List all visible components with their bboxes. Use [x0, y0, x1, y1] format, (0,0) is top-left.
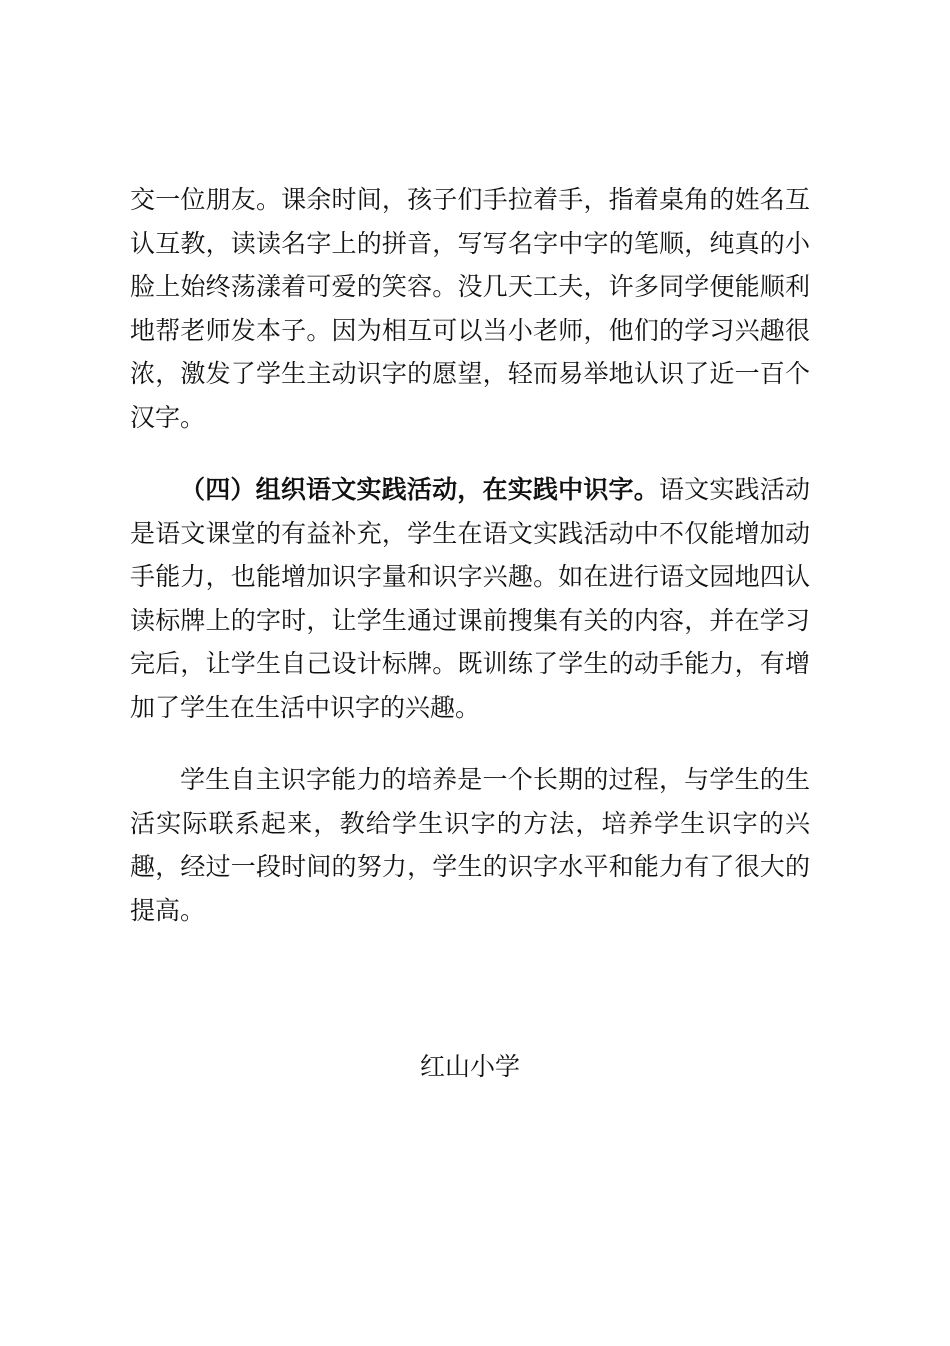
- paragraph-continuation: [130, 178, 810, 439]
- paragraph-text: 交一位朋友。课余时间，孩子们手拉着手，指着桌角的姓名互认互教，读读名字上的拼音，写写名字中字的笔顺，纯真的小脸上始终荡漾着可爱的笑容。没几天工夫，许多同学便能顺利地帮老师发本子。因为相互可以当小老师，他们的学习兴趣很浓，激发了学生主动识字的愿望，轻而易举地认识了近一百个汉字。: [130, 185, 810, 432]
- paragraph-text: 语文实践活动是语文课堂的有益补充，学生在语文实践活动中不仅能增加动手能力，也能增加识字量和识字兴趣。如在进行语文园地四认读标牌上的字时，让学生通过课前搜集有关的内容，并在学习完后，让学生自己设计标牌。既训练了学生的动手能力，有增加了学生在生活中识字的兴趣。: [130, 475, 810, 722]
- school-signature: 红山小学: [419, 1052, 520, 1081]
- document-body: [130, 178, 810, 932]
- paragraph-text: 学生自主识字能力的培养是一个长期的过程，与学生的生活实际联系起来，教给学生识字的方法，培养学生识字的兴趣，经过一段时间的努力，学生的识字水平和能力有了很大的提高。: [130, 765, 810, 925]
- paragraph-practice-activities: [130, 468, 810, 729]
- paragraph-conclusion: [130, 758, 810, 932]
- section-heading: （四）组织语文实践活动，在实践中识字。: [180, 475, 659, 504]
